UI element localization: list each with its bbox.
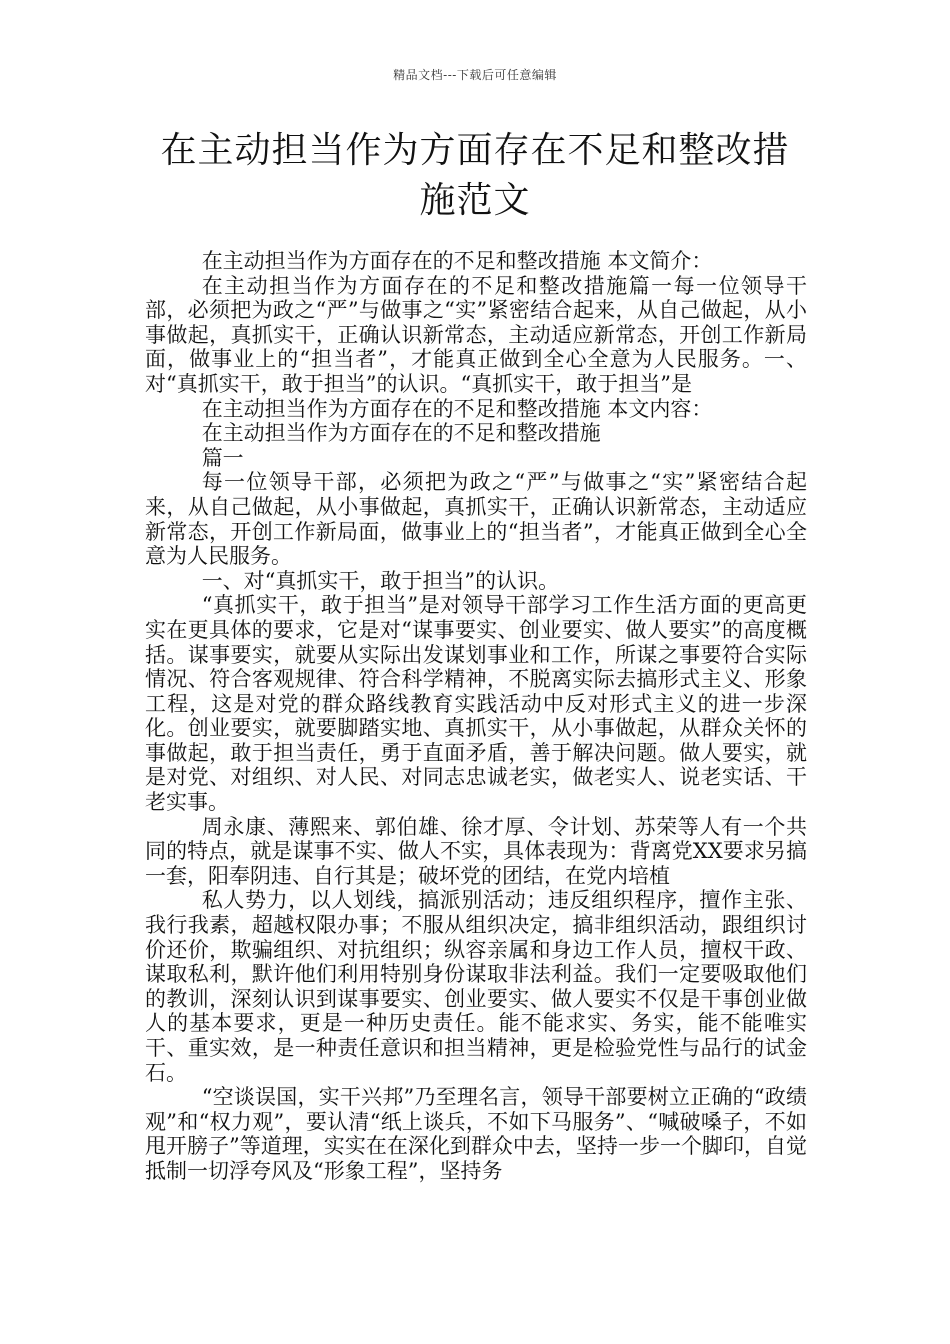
paragraph: “空谈误国，实干兴邦”乃至理名言，领导干部要树立正确的“政绩观”和“权力观”，要认清“纸上谈兵，不如下马服务”、“喊破嗓子，不如甩开膀子”等道理，实实在在深化到群众中去，坚持一步一个脚印，自觉抵制一切浮夸风及“形象工程”，坚持务	[145, 1085, 807, 1183]
paragraph: 在主动担当作为方面存在的不足和整改措施	[201, 421, 601, 446]
document-body	[145, 249, 807, 1184]
paragraph: 篇一	[201, 445, 244, 470]
paragraph: 一、对“真抓实干，敢于担当”的认识。	[201, 568, 560, 593]
document-title: 在主动担当作为方面存在不足和整改措施范文	[160, 130, 790, 221]
paragraph: 周永康、薄熙来、郭伯雄、徐才厚、令计划、苏荣等人有一个共同的特点，就是谋事不实、做人不实，具体表现为：背离党XX要求另搞一套，阳奉阴违、自行其是；破坏党的团结，在党内培植	[145, 814, 807, 888]
paragraph: 在主动担当作为方面存在的不足和整改措施 本文内容：	[201, 396, 713, 421]
paragraph: 私人势力，以人划线，搞派别活动；违反组织程序，擅作主张、我行我素，超越权限办事；不服从组织决定，搞非组织活动，跟组织讨价还价，欺骗组织、对抗组织；纵容亲属和身边工作人员，擅权干政、谋取私利，默许他们利用特别身份谋取非法利益。我们一定要吸取他们的教训，深刻认识到谋事要实、创业要实、做人要实不仅是干事创业做人的基本要求，更是一种历史责任。能不能求实、务实，能不能唯实干、重实效，是一种责任意识和担当精神，更是检验党性与品行的试金石。	[145, 888, 807, 1085]
paragraph: 在主动担当作为方面存在的不足和整改措施篇一每一位领导干部，必须把为政之“严”与做事之“实”紧密结合起来，从自己做起，从小事做起，真抓实干，正确认识新常态，主动适应新常态，开创工作新局面，做事业上的“担当者”，才能真正做到全心全意为人民服务。一、对“真抓实干，敢于担当”的认识。“真抓实干，敢于担当”是	[145, 273, 807, 396]
paragraph: “真抓实干，敢于担当”是对领导干部学习工作生活方面的更高更实在更具体的要求，它是对“谋事要实、创业要实、做人要实”的高度概括。谋事要实，就要从实际出发谋划事业和工作，所谋之事要符合实际情况、符合客观规律、符合科学精神，不脱离实际去搞形式主义、形象工程，这是对党的群众路线教育实践活动中反对形式主义的进一步深化。创业要实，就要脚踏实地、真抓实干，从小事做起，从群众关怀的事做起，敢于担当责任，勇于直面矛盾，善于解决问题。做人要实，就是对党、对组织、对人民、对同志忠诚老实，做老实人、说老实话、干老实事。	[145, 593, 807, 815]
paragraph: 在主动担当作为方面存在的不足和整改措施 本文简介：	[201, 249, 713, 273]
header-note: 精品文档---下载后可任意编辑	[393, 68, 557, 82]
paragraph: 每一位领导干部，必须把为政之“严”与做事之“实”紧密结合起来，从自己做起，从小事做起，真抓实干，正确认识新常态，主动适应新常态，开创工作新局面，做事业上的“担当者”，才能真正做到全心全意为人民服务。	[145, 470, 807, 569]
